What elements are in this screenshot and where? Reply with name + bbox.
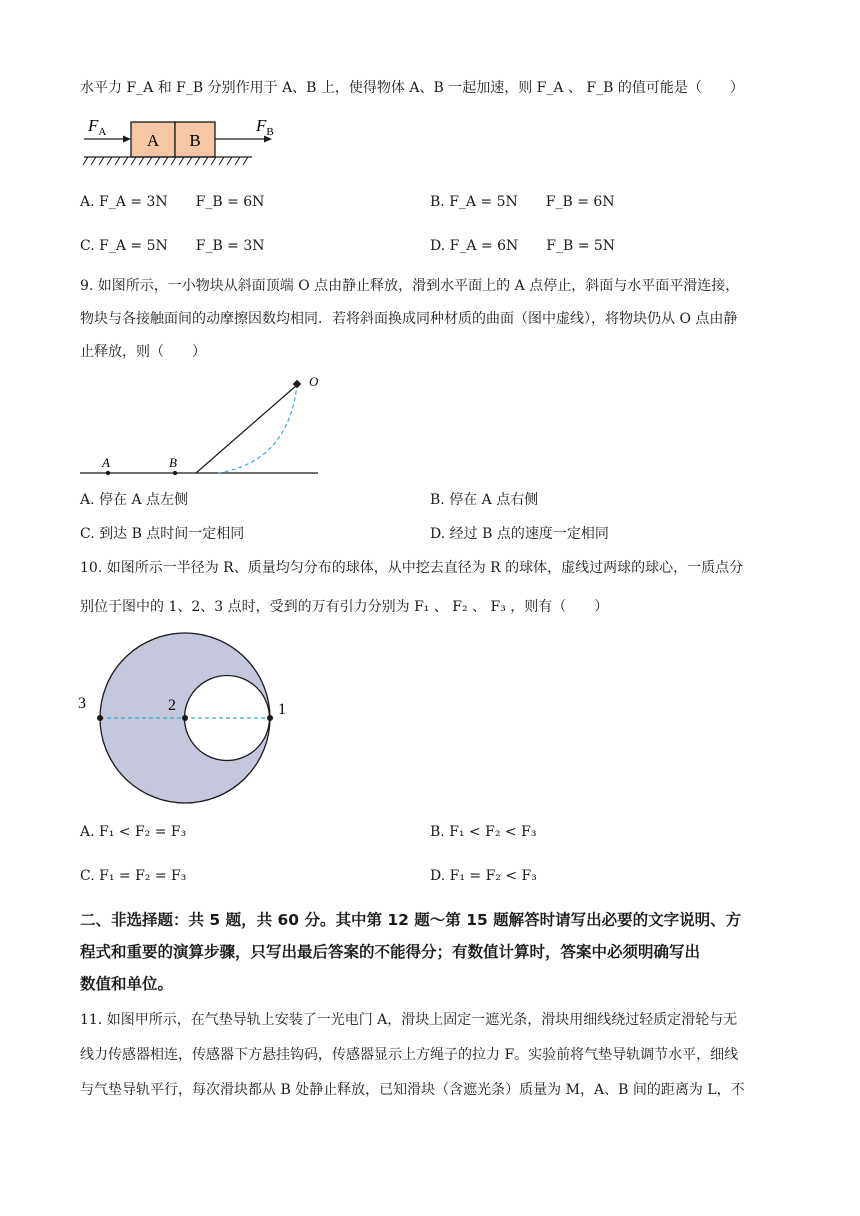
label-2: 2 — [168, 697, 176, 714]
q11-line1: 11. 如图甲所示，在气垫导轨上安装了一光电门 A，滑块上固定一遮光条，滑块用细线绕过轻质定滑轮与无 — [80, 1012, 738, 1028]
incline-line — [196, 385, 297, 473]
q10-option-b: B. F₁ < F₂ < F₃ — [430, 824, 537, 840]
q10-option-a: A. F₁ < F₂ = F₃ — [80, 824, 187, 840]
point-1-dot — [267, 715, 273, 721]
q11-line2: 线力传感器相连，传感器下方悬挂钩码，传感器显示上方绳子的拉力 F。实验前将气垫导轨调节水平，细线 — [80, 1047, 739, 1063]
point-b-dot — [173, 471, 177, 475]
q10-sphere-figure — [74, 632, 304, 810]
q10-stem-line2: 别位于图中的 1、2、3 点时，受到的万有引力分别为 F₁ 、 F₂ 、 F₃ ，则有（ ） — [80, 599, 609, 615]
point-a-dot — [106, 471, 110, 475]
point-2-dot — [182, 715, 188, 721]
section2-line3: 数值和单位。 — [80, 975, 174, 993]
q9-option-b: B. 停在 A 点右侧 — [430, 492, 539, 508]
block-a-label: A — [146, 131, 160, 150]
q9-stem-line2: 物块与各接触面间的动摩擦因数均相同．若将斜面换成同种材质的曲面（图中虚线），将物块仍从 O 点由静 — [80, 311, 738, 327]
force-b-label: $F_B$ — [256, 116, 274, 138]
q11-line3: 与气垫导轨平行，每次滑块都从 B 处静止释放，已知滑块（含遮光条）质量为 M，A、B 间的距离为 L，不 — [80, 1082, 745, 1098]
label-o: O — [309, 374, 319, 389]
q9-option-a: A. 停在 A 点左侧 — [80, 492, 189, 508]
ground-hatch — [83, 157, 248, 165]
q8-option-c: C. F_A = 5N F_B = 3N — [80, 238, 265, 254]
q9-stem-line3: 止释放，则（ ） — [80, 344, 206, 360]
section2-line1: 二、非选择题：共 5 题，共 60 分。其中第 12 题～第 15 题解答时请写出必要的文字说明、方 — [80, 911, 742, 929]
label-b: B — [169, 455, 177, 470]
q9-incline-figure — [78, 372, 328, 480]
block-b-label: B — [189, 131, 201, 150]
q10-stem-line1: 10. 如图所示一半径为 R、质量均匀分布的球体，从中挖去直径为 R 的球体，虚线过两球的球心，一质点分 — [80, 560, 744, 576]
force-a-label: $F_A$ — [88, 116, 107, 138]
q8-option-a: A. F_A = 3N F_B = 6N — [80, 194, 265, 210]
point-3-dot — [97, 715, 103, 721]
q8-option-b: B. F_A = 5N F_B = 6N — [430, 194, 615, 210]
label-a: A — [102, 455, 110, 470]
q9-option-d: D. 经过 B 点的速度一定相同 — [430, 526, 609, 542]
q9-stem-line1: 9. 如图所示，一小物块从斜面顶端 O 点由静止释放，滑到水平面上的 A 点停止，斜面与水平面平滑连接， — [80, 278, 740, 294]
q10-option-c: C. F₁ = F₂ = F₃ — [80, 868, 187, 884]
q9-option-c: C. 到达 B 点时间一定相同 — [80, 526, 245, 542]
curved-surface-dashed — [218, 385, 297, 473]
q8-option-d: D. F_A = 6N F_B = 5N — [430, 238, 616, 254]
q8-stem: 水平力 F_A 和 F_B 分别作用于 A、B 上，使得物体 A、B 一起加速，则 F_A 、 F_B 的值可能是（ ） — [80, 80, 744, 96]
q8-blocks-figure — [80, 112, 280, 172]
section2-line2: 程式和重要的演算步骤，只写出最后答案的不能得分；有数值计算时，答案中必须明确写出 — [80, 943, 701, 961]
label-1: 1 — [278, 701, 286, 718]
label-3: 3 — [78, 695, 86, 712]
q10-option-d: D. F₁ = F₂ < F₃ — [430, 868, 537, 884]
